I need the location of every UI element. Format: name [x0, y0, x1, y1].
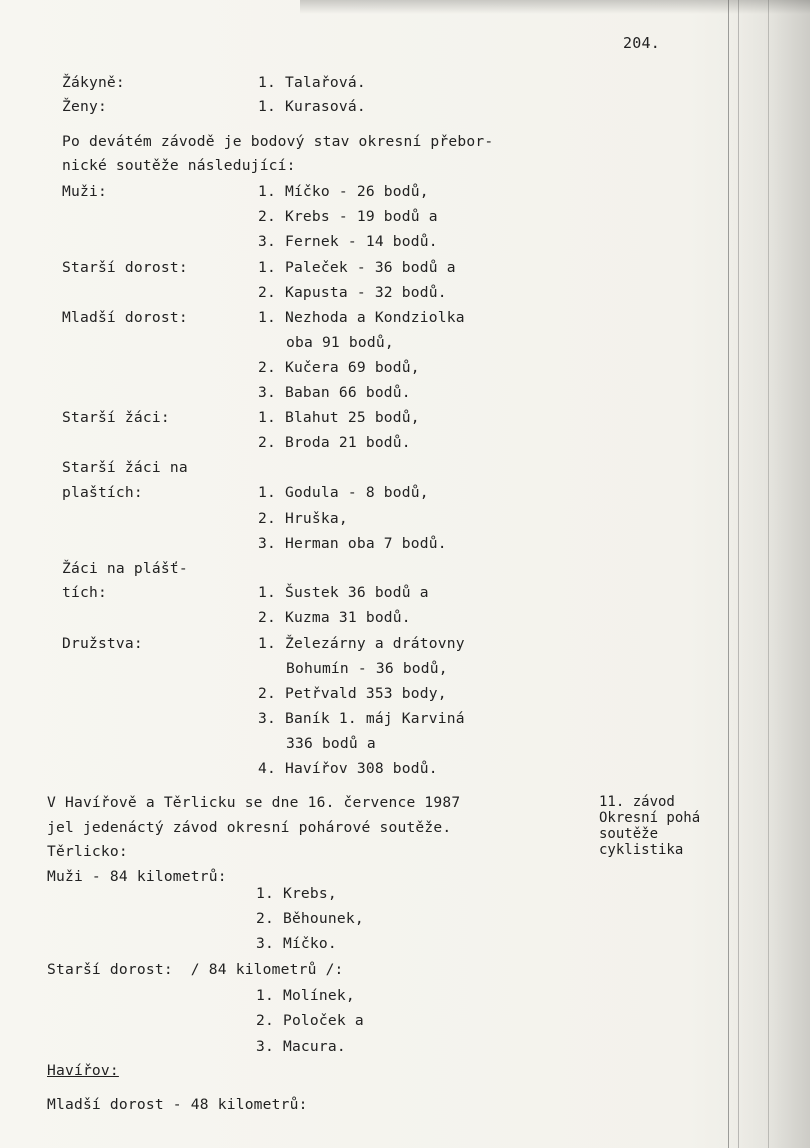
text-line: 336 bodů a	[286, 735, 376, 752]
text-line: Starší žáci:	[62, 409, 170, 426]
text-line: Starší dorost: / 84 kilometrů /:	[47, 961, 344, 978]
text-line: 2. Krebs - 19 bodů a	[258, 208, 438, 225]
text-line: Starší žáci na	[62, 459, 188, 476]
margin-note-line: soutěže	[599, 826, 659, 842]
text-line: 1. Krebs,	[256, 885, 337, 902]
text-line: oba 91 bodů,	[286, 334, 394, 351]
text-line: Bohumín - 36 bodů,	[286, 660, 448, 677]
binding-line	[768, 0, 769, 1148]
text-line: 1. Blahut 25 bodů,	[258, 409, 420, 426]
text-line: V Havířově a Těrlicku se dne 16. července 1987	[47, 794, 461, 811]
text-line: 4. Havířov 308 bodů.	[258, 760, 438, 777]
text-line: plaštích:	[62, 484, 143, 501]
text-line: 1. Nezhoda a Kondziolka	[258, 309, 465, 326]
text-line: Mladší dorost - 48 kilometrů:	[47, 1096, 308, 1113]
text-line: Havířov:	[47, 1062, 119, 1079]
text-line: Žáci na plášť-	[62, 560, 188, 577]
text-line: 1. Paleček - 36 bodů a	[258, 259, 456, 276]
text-line: Žákyně:	[62, 74, 125, 91]
text-line: 3. Herman oba 7 bodů.	[258, 535, 447, 552]
text-line: 2. Kuzma 31 bodů.	[258, 609, 411, 626]
text-line: 1. Šustek 36 bodů a	[258, 584, 429, 601]
margin-note	[599, 794, 700, 858]
text-line: jel jedenáctý závod okresní pohárové soutěže.	[47, 819, 452, 836]
text-line: tích:	[62, 584, 107, 601]
text-line: 1. Kurasová.	[258, 98, 366, 115]
text-line: 3. Fernek - 14 bodů.	[258, 233, 438, 250]
text-line: 3. Baban 66 bodů.	[258, 384, 411, 401]
text-line: 2. Petřvald 353 body,	[258, 685, 447, 702]
text-line: Družstva:	[62, 635, 143, 652]
text-line: 2. Běhounek,	[256, 910, 364, 927]
text-line: 2. Broda 21 bodů.	[258, 434, 411, 451]
text-line: 2. Kapusta - 32 bodů.	[258, 284, 447, 301]
text-line: 1. Míčko - 26 bodů,	[258, 183, 429, 200]
text-line: 3. Macura.	[256, 1038, 346, 1055]
text-line: 1. Železárny a drátovny	[258, 635, 465, 652]
text-line: Mladší dorost:	[62, 309, 188, 326]
text-line: nické soutěže následující:	[62, 157, 296, 174]
text-line: Muži:	[62, 183, 107, 200]
text-line: 2. Kučera 69 bodů,	[258, 359, 420, 376]
text-line: 1. Godula - 8 bodů,	[258, 484, 429, 501]
margin-note-line: cyklistika	[599, 842, 684, 858]
margin-note-line: 11. závod	[599, 794, 675, 810]
binding-line	[728, 0, 729, 1148]
text-line: 3. Míčko.	[256, 935, 337, 952]
text-line: 2. Poloček a	[256, 1012, 364, 1029]
text-line: Starší dorost:	[62, 259, 188, 276]
text-line: Ženy:	[62, 98, 107, 115]
text-line: Po devátém závodě je bodový stav okresní přebor-	[62, 133, 494, 150]
text-line: 1. Talařová.	[258, 74, 366, 91]
margin-note-line: Okresní pohá	[599, 810, 701, 826]
text-line: Muži - 84 kilometrů:	[47, 868, 227, 885]
binding-line	[738, 0, 739, 1148]
page-binding-edge	[728, 0, 810, 1148]
text-line: Těrlicko:	[47, 843, 128, 860]
text-line: 1. Molínek,	[256, 987, 355, 1004]
text-line: 2. Hruška,	[258, 510, 348, 527]
text-line: 3. Baník 1. máj Karviná	[258, 710, 465, 727]
page-number: 204.	[623, 34, 660, 52]
